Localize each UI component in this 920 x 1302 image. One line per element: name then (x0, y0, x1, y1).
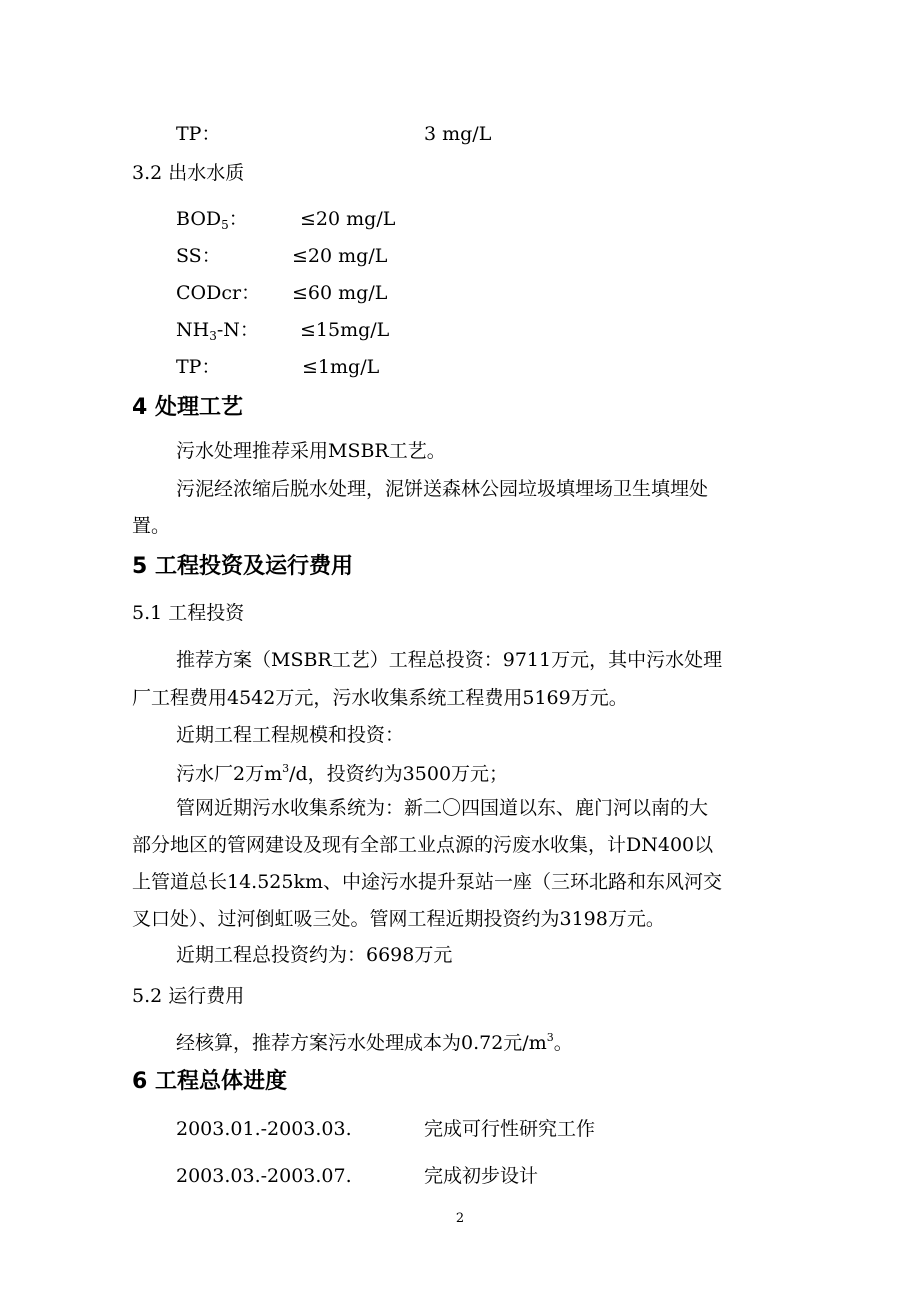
investment-paragraph-2: 近期工程工程规模和投资： (176, 724, 405, 746)
effluent-ss-label: SS： (176, 245, 221, 267)
investment-paragraph-1-line-2: 厂工程费用4542万元，污水收集系统工程费用5169万元。 (132, 687, 628, 709)
effluent-nh3n-label: $NH_3-N$： (176, 319, 259, 343)
pipeline-paragraph-line-2: 部分地区的管网建设及现有全部工业点源的污废水收集，计DN400以 (132, 834, 714, 856)
section-6-heading: 6 工程总体进度 (132, 1069, 287, 1094)
effluent-heading: 3.2 出水水质 (132, 162, 245, 184)
pipeline-paragraph-line-3: 上管道总长14.525km、中途污水提升泵站一座（三环北路和东风河交 (132, 871, 723, 893)
effluent-ss-value: ≤20 mg/L (292, 245, 388, 267)
operating-cost-line: 经核算，推荐方案污水处理成本为0.72元$/m^3$。 (176, 1031, 573, 1054)
schedule-row-2-period: 2003.03.-2003.07. (176, 1165, 352, 1187)
effluent-bod-value: ≤20 mg/L (300, 208, 396, 230)
pipeline-paragraph-line-4: 叉口处）、过河倒虹吸三处。管网工程近期投资约为3198万元。 (132, 908, 665, 930)
total-investment-line: 近期工程总投资约为：6698万元 (176, 944, 453, 966)
subsection-5-1-heading: 5.1 工程投资 (132, 602, 245, 624)
effluent-tp-value: ≤1mg/L (302, 356, 380, 378)
process-paragraph-2-line-2: 置。 (132, 515, 171, 537)
effluent-nh3n-value: ≤15mg/L (300, 319, 390, 341)
pipeline-paragraph-line-1: 管网近期污水收集系统为：新二〇四国道以东、鹿门河以南的大 (176, 797, 709, 819)
effluent-codcr-value: ≤60 mg/L (292, 282, 388, 304)
process-paragraph-2-line-1: 污泥经浓缩后脱水处理，泥饼送森林公园垃圾填埋场卫生填埋处 (176, 478, 709, 500)
effluent-codcr-label: CODcr： (176, 282, 261, 304)
schedule-row-1-period: 2003.01.-2003.03. (176, 1118, 352, 1140)
process-paragraph-1: 污水处理推荐采用MSBR工艺。 (176, 440, 446, 462)
effluent-bod-label: $BOD_5$： (176, 208, 248, 232)
section-4-heading: 4 处理工艺 (132, 395, 243, 420)
schedule-row-2-task: 完成初步设计 (424, 1165, 539, 1187)
page-number: 2 (455, 1211, 465, 1226)
schedule-row-1-task: 完成可行性研究工作 (424, 1118, 596, 1140)
effluent-tp-label: TP： (176, 356, 221, 378)
influent-tp-value: 3 mg/L (424, 123, 492, 145)
influent-tp-label: TP： (176, 123, 221, 145)
subsection-5-2-heading: 5.2 运行费用 (132, 985, 245, 1007)
section-5-heading: 5 工程投资及运行费用 (132, 554, 353, 579)
investment-paragraph-1-line-1: 推荐方案（MSBR工艺）工程总投资：9711万元，其中污水处理 (176, 649, 723, 671)
investment-paragraph-3: 污水厂2万$m^3/d$，投资约为3500万元； (176, 762, 509, 785)
